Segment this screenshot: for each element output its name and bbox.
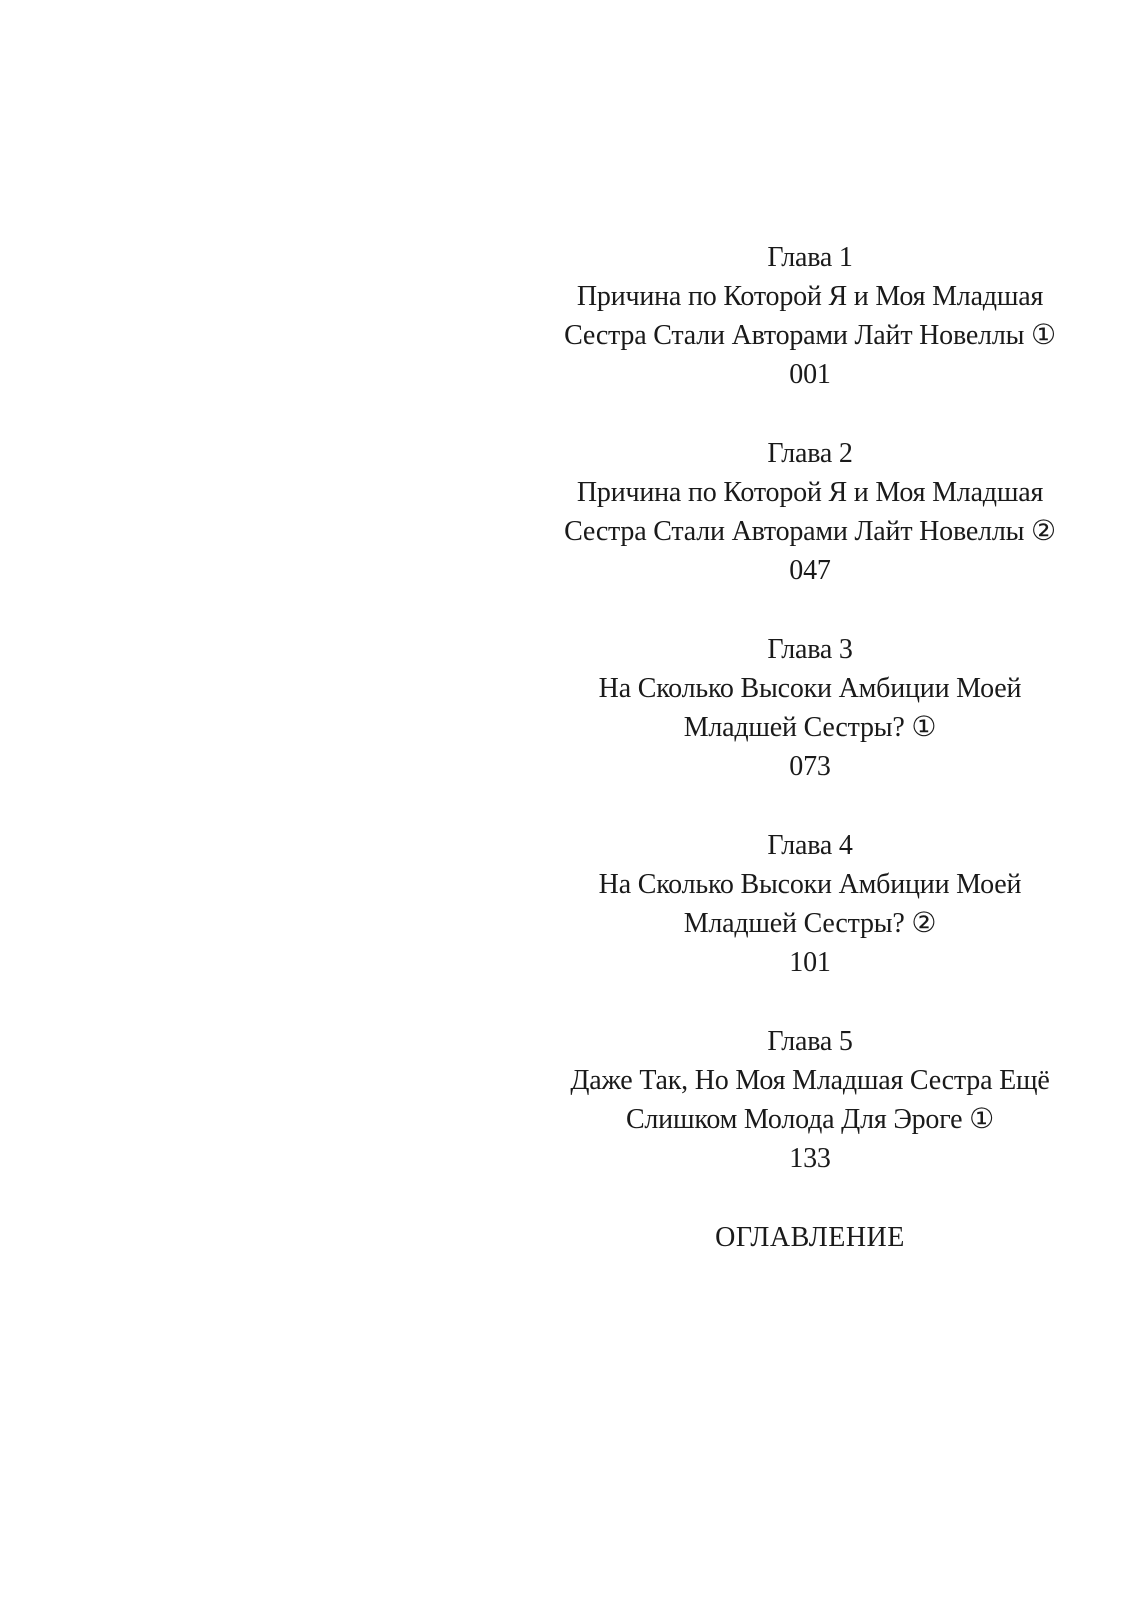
chapter-title-line-1: На Сколько Высоки Амбиции Моей	[598, 673, 1022, 704]
toc-entry-4[interactable]	[560, 826, 1060, 982]
chapter-title-line-1: Причина по Которой Я и Моя Младшая	[576, 281, 1044, 312]
chapter-label: Глава 2	[767, 438, 853, 469]
chapter-title-line-1: Даже Так, Но Моя Младшая Сестра Ещё	[570, 1065, 1050, 1096]
toc-heading: ОГЛАВЛЕНИЕ	[715, 1222, 905, 1253]
chapter-page-number: 133	[789, 1143, 831, 1174]
toc-entry-3[interactable]	[560, 630, 1060, 786]
chapter-title-line-1: На Сколько Высоки Амбиции Моей	[598, 869, 1022, 900]
chapter-page-number: 001	[789, 359, 831, 390]
chapter-title-line-2: Сестра Стали Авторами Лайт Новеллы ②	[564, 516, 1056, 547]
chapter-label: Глава 4	[767, 830, 853, 861]
chapter-title-line-1: Причина по Которой Я и Моя Младшая	[576, 477, 1044, 508]
toc-entry-5[interactable]	[560, 1022, 1060, 1178]
chapter-label: Глава 5	[767, 1026, 853, 1057]
chapter-page-number: 101	[789, 947, 831, 978]
chapter-title-line-2: Младшей Сестры? ①	[683, 712, 937, 743]
chapter-label: Глава 1	[767, 242, 853, 273]
chapter-page-number: 047	[789, 555, 831, 586]
chapter-label: Глава 3	[767, 634, 853, 665]
toc-entry-1[interactable]	[560, 238, 1060, 394]
table-of-contents	[560, 238, 1060, 1257]
chapter-title-line-2: Младшей Сестры? ②	[683, 908, 937, 939]
chapter-page-number: 073	[789, 751, 831, 782]
toc-entry-2[interactable]	[560, 434, 1060, 590]
chapter-title-line-2: Сестра Стали Авторами Лайт Новеллы ①	[564, 320, 1056, 351]
chapter-title-line-2: Слишком Молода Для Эроге ①	[625, 1104, 995, 1135]
